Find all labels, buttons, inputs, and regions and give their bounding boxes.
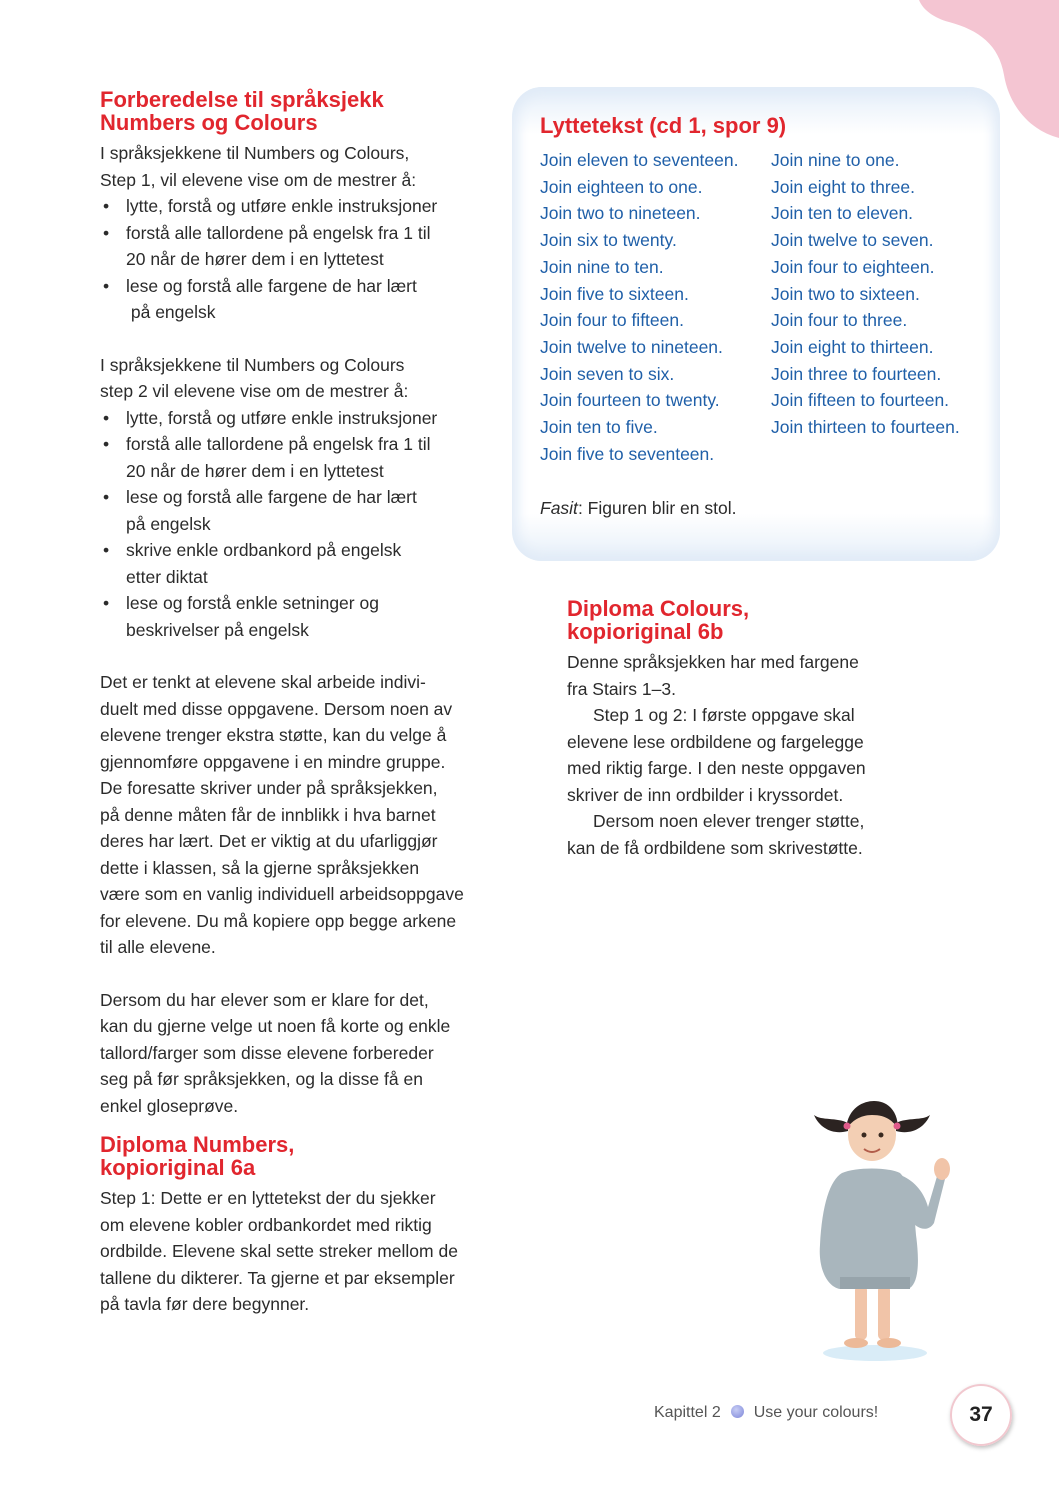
join-line: Join eight to thirteen. [771, 336, 934, 357]
section-heading-preparation: Forberedelse til språksjekk Numbers og Colours [100, 87, 384, 135]
join-line: Join three to fourteen. [771, 363, 942, 384]
join-line: Join four to three. [771, 310, 908, 331]
join-line: Join twelve to nineteen. [540, 336, 723, 357]
step1-list [100, 193, 500, 326]
right-column [567, 597, 907, 861]
paragraph-colours-support: Dersom noen elever trenger støtte, kan de få ordbildene som skrivestøtte. [567, 811, 865, 858]
join-line: Join four to fifteen. [540, 310, 684, 331]
join-line: Join five to seventeen. [540, 443, 715, 464]
list-item: • forstå alle tallordene på engelsk fra 1 til 20 når de hører dem i en lyttetest [103, 434, 431, 481]
girl-illustration [800, 1095, 960, 1365]
join-column-1 [540, 147, 771, 467]
join-line: Join four to eighteen. [771, 256, 935, 277]
join-line: Join five to sixteen. [540, 283, 689, 304]
footer-title: Use your colours! [753, 1404, 879, 1421]
paragraph-colours-intro: Denne språksjekken har med fargene fra Stairs 1–3. [567, 652, 859, 699]
paragraph-individual-work: Det er tenkt at elevene skal arbeide indivi- duelt med disse oppgavene. Dersom noen av elevene trenger ekstra støtte, kan du velge å gjennomføre oppgavene i en mindre gruppe. De foresatte skriver under på språksjekken, på denne måten får de innblikk i hva barnet deres har lært. Det er viktig at du ufarliggjør dette i klassen, så la gjerne språksjekken være som en vanlig individuell arbeidsoppgave for elevene. Du må kopiere opp begge arkene til alle elevene. [100, 672, 464, 957]
paragraph-extra-students: Dersom du har elever som er klare for det, kan du gjerne velge ut noen få korte og enkle tallord/farger som disse elevene forbereder seg på før språksjekken, og la disse få en enkel gloseprøve. [100, 989, 451, 1116]
join-line: Join eight to three. [771, 176, 915, 197]
answer-text: : Figuren blir en stol. [577, 498, 737, 519]
intro-step1: I språksjekkene til Numbers og Colours, Step 1, vil elevene vise om de mestrer å: [100, 143, 417, 190]
page-footer [654, 1392, 1054, 1440]
join-line: Join fourteen to twenty. [540, 390, 720, 411]
answer-key [540, 495, 1000, 521]
list-item: • lytte, forstå og utføre enkle instruksjoner [103, 196, 438, 216]
paragraph-colours-steps: Step 1 og 2: I første oppgave skal elevene lese ordbildene og fargelegge med riktig farge. I den neste oppgaven skriver de inn ordbilder i kryssordet. [567, 705, 866, 805]
list-item: • lese og forstå enkle setninger og beskrivelser på engelsk [103, 593, 379, 640]
join-column-2 [771, 147, 960, 467]
join-line: Join fifteen to fourteen. [771, 390, 950, 411]
join-line: Join eighteen to one. [540, 176, 703, 197]
section-heading-diploma-colours: Diploma Colours, kopioriginal 6b [567, 596, 750, 644]
join-line: Join six to twenty. [540, 230, 677, 251]
footer-chapter: Kapittel 2 [654, 1404, 721, 1421]
paragraph-diploma-numbers: Step 1: Dette er en lyttetekst der du sjekker om elevene kobler ordbankordet med riktig ordbilde. Elevene skal sette streker mellom de tallene du dikterer. Ta gjerne et par eksempler på tavla før dere begynner. [100, 1188, 458, 1314]
page-number: 37 [950, 1384, 1012, 1446]
join-line: Join ten to eleven. [771, 203, 914, 224]
list-item: • lytte, forstå og utføre enkle instruksjoner [103, 407, 438, 428]
join-line: Join nine to one. [771, 150, 900, 170]
join-line: Join thirteen to fourteen. [771, 417, 960, 438]
section-heading-diploma-numbers: Diploma Numbers, kopioriginal 6a [100, 1132, 295, 1180]
join-line: Join two to nineteen. [540, 203, 701, 224]
list-item: • lese og forstå alle fargene de har lært på engelsk [103, 275, 417, 322]
join-line: Join ten to five. [540, 417, 658, 438]
left-column [100, 88, 500, 1318]
listening-title: Lyttetekst (cd 1, spor 9) [540, 113, 787, 138]
list-item: • skrive enkle ordbankord på engelsk etter diktat [103, 540, 402, 587]
join-line: Join twelve to seven. [771, 230, 934, 251]
join-line: Join eleven to seventeen. [540, 150, 739, 170]
listening-text-box [512, 87, 1000, 561]
intro-step2: I språksjekkene til Numbers og Colours step 2 vil elevene vise om de mestrer å: [100, 354, 409, 401]
answer-label: Fasit [540, 498, 578, 519]
join-line: Join seven to six. [540, 363, 675, 384]
bullet-dot-icon [731, 1405, 744, 1418]
list-item: • lese og forstå alle fargene de har lært på engelsk [103, 487, 417, 534]
step2-list [100, 405, 500, 644]
join-line: Join nine to ten. [540, 256, 664, 277]
join-line: Join two to sixteen. [771, 283, 920, 304]
list-item: • forstå alle tallordene på engelsk fra 1 til 20 når de hører dem i en lyttetest [103, 222, 431, 269]
